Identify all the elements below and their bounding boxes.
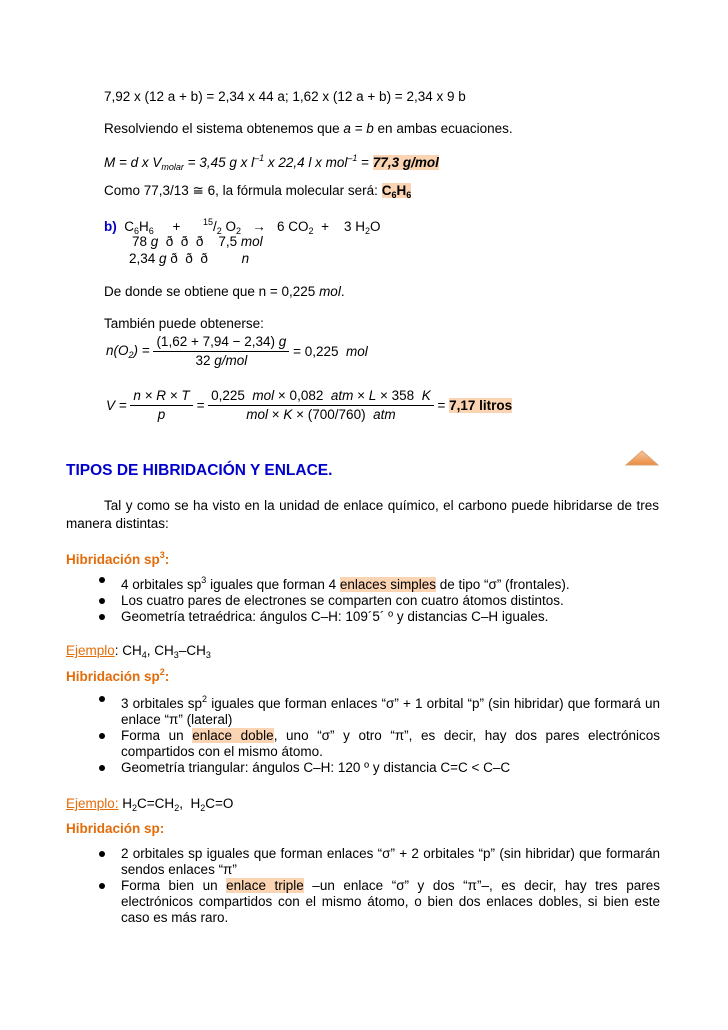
back-to-top-icon[interactable]	[625, 450, 659, 466]
sp3-list	[88, 572, 660, 625]
bullet-icon	[99, 598, 105, 604]
list-item: Los cuatro pares de electrones se comparten con cuatro átomos distintos.	[88, 593, 660, 609]
bullet-icon	[99, 883, 105, 889]
sp3-example: Ejemplo: $CH_4$, $CH_3-CH_3$	[66, 643, 211, 660]
moles-conclusion: De donde se obtiene que n = 0,225 mol.	[104, 284, 345, 299]
bullet-icon	[99, 851, 105, 857]
list-item: 3 orbitales $sp^2$ iguales que forman enlaces “σ” + 1 orbital “p” (sin hibridar) que formará un enlace “π” (lateral)	[88, 691, 660, 728]
volume-equation: V = $\frac{n \times R \times T}{p}$ = $\frac{\text{0,225 mol × 0,082 atm × L × 358 K}}{\text{mol × K × (700/760) atm}}$ = 7,17 litros	[106, 388, 513, 422]
bullet-icon	[99, 765, 105, 771]
sp2-list	[88, 691, 660, 776]
section-intro: Tal y como se ha visto en la unidad de enlace químico, el carbono puede hibridarse de tres manera distintas:	[66, 498, 659, 531]
molar-mass-equation: M = d x $V_{molar} = 3,45$ g x $l^{-1}$ x 22,4 l x mol$^{-1}$ = 77,3 g/mol	[104, 153, 439, 172]
combustion-reaction: b) $C_6H_6$ + $^{15}/_2$ $O_2 \to 6$ $CO_2$ + 3 $H_2O$	[104, 217, 381, 236]
bullet-icon	[99, 577, 105, 583]
molecular-formula-result: $C_6H_6$	[381, 183, 412, 200]
oxygen-moles-equation: $n(O_2)$ = $\frac{(1,62 + 7,94 - 2,34) g}{\text{32 g/mol}}$ = 0,225 mol	[106, 334, 368, 368]
solution-sentence: Resolviendo el sistema obtenemos que a = b en ambas ecuaciones.	[104, 121, 513, 136]
heading-sp2: Hibridación $sp^2$:	[66, 667, 170, 684]
stoichiometry-row-1: 78 g ð ð ð 7,5 mol	[132, 234, 263, 249]
bullet-icon	[99, 614, 105, 620]
alternative-sentence: También puede obtenerse:	[104, 316, 264, 331]
list-item: 2 orbitales sp iguales que forman enlaces “σ” + 2 orbitales “p” (sin hibridar) que formarán sendos enlaces “π”	[88, 846, 660, 878]
heading-sp: Hibridación sp:	[66, 821, 165, 836]
list-item: Geometría tetraédrica: ángulos C–H: 109´5´ º y distancias C–H iguales.	[88, 609, 660, 625]
bullet-icon	[99, 733, 105, 739]
heading-sp3: Hibridación $sp^3$:	[66, 550, 170, 567]
stoichiometry-row-2: 2,34 g ð ð ð n	[129, 251, 250, 266]
volume-result: 7,17 litros	[449, 398, 513, 413]
sp2-example: Ejemplo: $H_2C=CH_2$, $H_2C=O$	[66, 796, 234, 813]
list-item: 4 orbitales $sp^3$ iguales que forman 4 enlaces simples de tipo “σ” (frontales).	[88, 572, 660, 593]
equation-system: 7,92 x (12 a + b) = 2,34 x 44 a; 1,62 x (12 a + b) = 2,34 x 9 b	[104, 89, 466, 104]
bullet-icon	[99, 696, 105, 702]
section-title: TIPOS DE HIBRIDACIÓN Y ENLACE.	[66, 462, 333, 479]
sp-list	[88, 846, 660, 926]
list-item: Geometría triangular: ángulos C–H: 120 º y distancia C=C < C–C	[88, 760, 660, 776]
list-item: Forma un enlace doble, uno “σ” y otro “π”, es decir, hay dos pares electrónicos compartidos con el mismo átomo.	[88, 728, 660, 760]
molar-mass-result: 77,3 g/mol	[372, 155, 439, 170]
list-item: Forma bien un enlace triple –un enlace “σ” y dos “π”–, es decir, hay tres pares electrónicos compartidos con el mismo átomo, o bien dos enlaces dobles, si bien este caso es más raro.	[88, 878, 660, 926]
molecular-formula-sentence: Como 77,3/13 ≅ 6, la fórmula molecular será: $C_6H_6$	[104, 183, 412, 200]
